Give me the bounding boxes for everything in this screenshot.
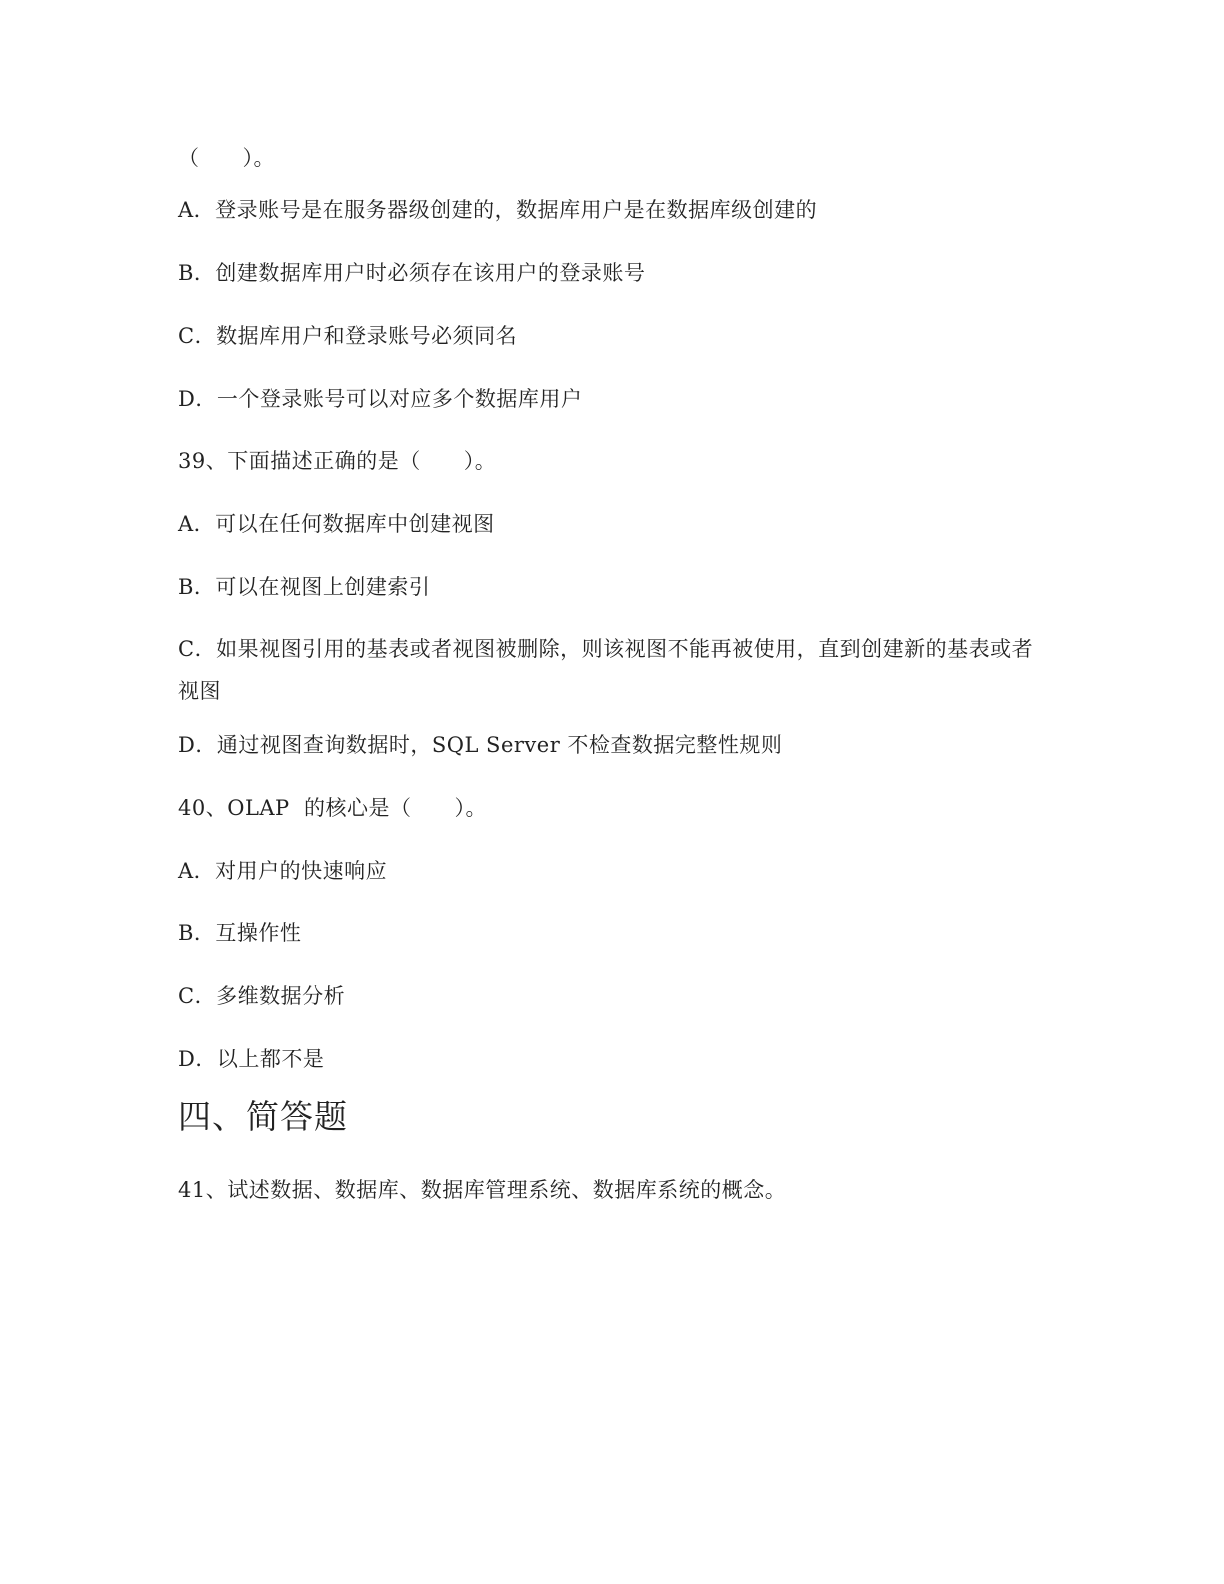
q39-stem: 39、下面描述正确的是（ ）。 bbox=[178, 449, 497, 473]
q39-option-a: A．可以在任何数据库中创建视图 bbox=[178, 512, 495, 536]
q39-option-d: D．通过视图查询数据时，SQL Server 不检查数据完整性规则 bbox=[178, 733, 783, 757]
q40-option-a: A．对用户的快速响应 bbox=[178, 859, 388, 883]
q40-option-d: D．以上都不是 bbox=[178, 1047, 325, 1071]
q38-option-d: D．一个登录账号可以对应多个数据库用户 bbox=[178, 387, 583, 411]
q39-option-b: B．可以在视图上创建索引 bbox=[178, 575, 431, 599]
q39-option-c: C．如果视图引用的基表或者视图被删除，则该视图不能再被使用，直到创建新的基表或者视图 bbox=[178, 637, 1034, 703]
q38-option-b: B．创建数据库用户时必须存在该用户的登录账号 bbox=[178, 261, 646, 285]
q41-stem: 41、试述数据、数据库、数据库管理系统、数据库系统的概念。 bbox=[178, 1178, 787, 1202]
q38-option-c: C．数据库用户和登录账号必须同名 bbox=[178, 324, 518, 348]
q38-stem-tail: （ ）。 bbox=[178, 146, 275, 170]
q40-option-c: C．多维数据分析 bbox=[178, 984, 346, 1008]
section-heading-short-answer: 四、简答题 bbox=[178, 1097, 348, 1136]
q40-option-b: B．互操作性 bbox=[178, 921, 302, 945]
q40-stem: 40、OLAP 的核心是（ ）。 bbox=[178, 796, 488, 820]
q38-option-a: A．登录账号是在服务器级创建的，数据库用户是在数据库级创建的 bbox=[178, 198, 818, 222]
